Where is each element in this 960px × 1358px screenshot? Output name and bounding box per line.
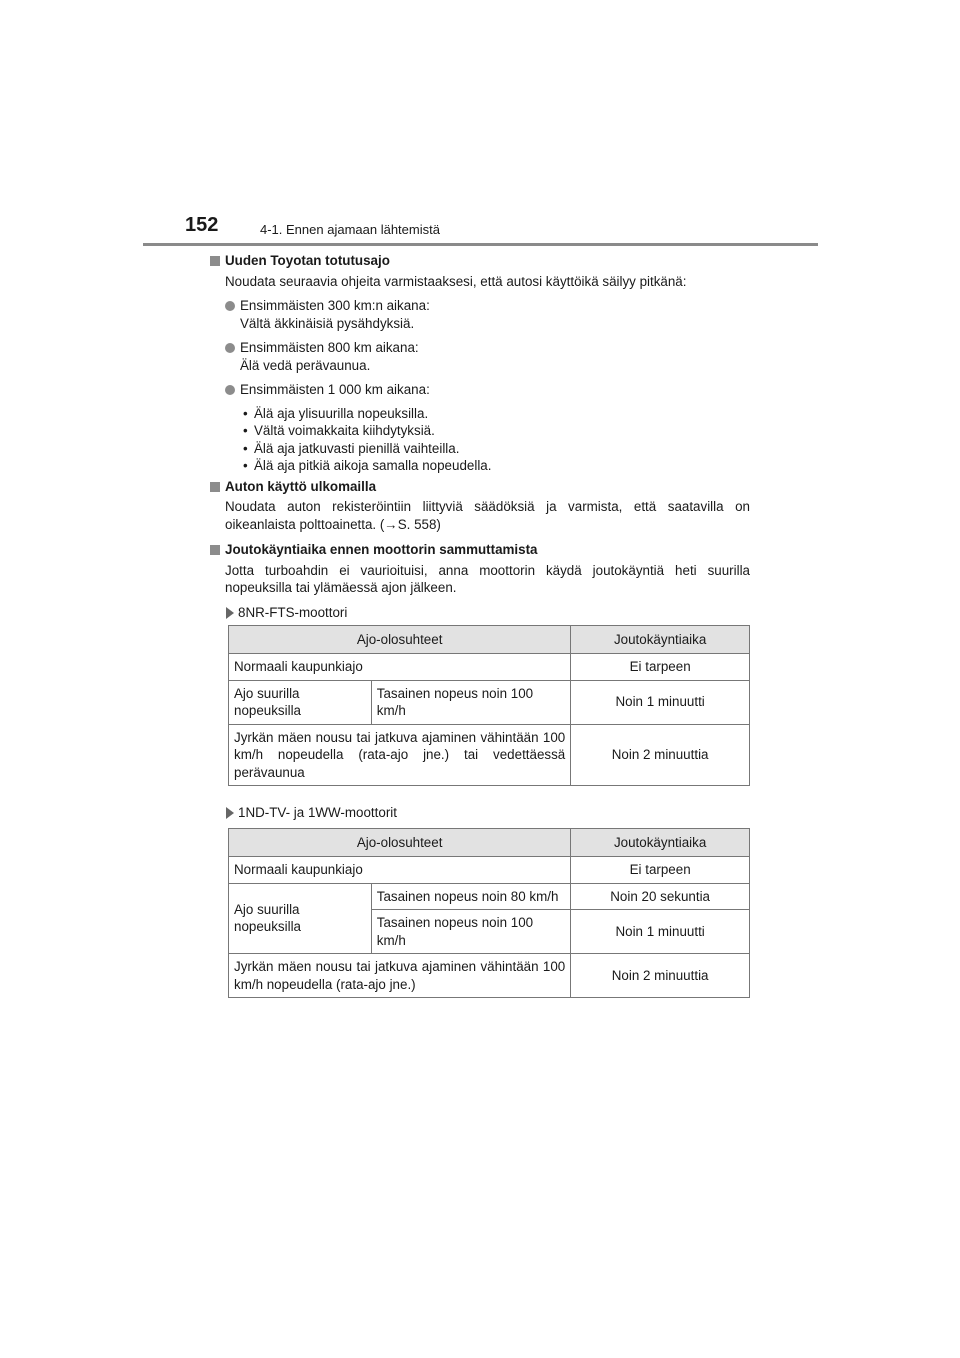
break-in-intro: Noudata seuraavia ohjeita varmistaaksesi, että autosi käyttöikä säilyy pitkänä: [225,273,687,289]
list-item: • Vältä voimakkaita kiihdytyksiä. [243,423,435,438]
page-header [185,214,825,244]
list-item: • Älä aja ylisuurilla nopeuksilla. [243,405,429,421]
idling-text: Jotta turboahdin ei vaurioituisi, anna moottorin käydä joutokäyntiä heti suurilla nopeuksilla tai ylämäessä ajon jälkeen. [225,562,750,595]
idle-table-1nd [228,828,750,998]
triangle-marker-icon [226,807,234,819]
circle-bullet-icon [225,343,235,353]
table-header: Joutokäyntiaika [571,829,750,857]
header-rule [143,243,818,246]
list-item: • Älä aja pitkiä aikoja samalla nopeudella. [243,458,492,473]
circle-bullet-icon [225,385,235,395]
table-header: Joutokäyntiaika [571,626,750,654]
square-bullet-icon [210,256,220,266]
section-title-abroad: Auton käyttö ulkomailla [210,478,750,496]
page-number: 152 [185,214,219,236]
abroad-text: Noudata auton rekisteröintiin liittyviä säädöksiä ja varmista, että saatavilla on oikeanlaista polttoainetta. (→S. 558) [225,499,750,532]
table-row: Jyrkän mäen nousu tai jatkuva ajaminen vähintään 100 km/h nopeudella (rata-ajo jne.) tai vedettäessä perävaunua Noin 2 minuuttia [229,724,750,786]
break-in-item: Ensimmäisten 1 000 km aikana: [210,381,750,399]
idle-table-8nr [228,625,750,786]
square-bullet-icon [210,545,220,555]
circle-bullet-icon [225,301,235,311]
chapter-title: 4-1. Ennen ajamaan lähtemistä [260,222,440,237]
table-row: Ajo suurilla nopeuksilla Tasainen nopeus noin 100 km/h Noin 1 minuutti [229,680,750,724]
page-content [210,252,750,621]
table-row: Normaali kaupunkiajo Ei tarpeen [229,654,750,681]
square-bullet-icon [210,482,220,492]
table-header: Ajo-olosuhteet [229,626,571,654]
table-row: Normaali kaupunkiajo Ei tarpeen [229,857,750,884]
table-row: Ajo suurilla nopeuksilla Tasainen nopeus noin 80 km/h Noin 20 sekuntia [229,883,750,910]
table-row: Jyrkän mäen nousu tai jatkuva ajaminen vähintään 100 km/h nopeudella (rata-ajo jne.) Noin 2 minuuttia [229,954,750,998]
break-in-bullets [210,405,750,475]
engine-label-1nd: 1ND-TV- ja 1WW-moottorit [210,804,397,822]
section-title-idling: Joutokäyntiaika ennen moottorin sammuttamista [210,541,750,559]
triangle-marker-icon [226,607,234,619]
engine-label-8nr: 8NR-FTS-moottori [210,604,750,622]
section-title-break-in: Uuden Toyotan totutusajo [210,252,750,270]
table-row: Tasainen nopeus noin 100 km/h Noin 1 minuutti [229,910,750,954]
table-header: Ajo-olosuhteet [229,829,571,857]
break-in-item: Ensimmäisten 300 km:n aikana: Vältä äkkinäisiä pysähdyksiä. [210,297,750,332]
list-item: • Älä aja jatkuvasti pienillä vaihteilla. [243,440,460,456]
break-in-item: Ensimmäisten 800 km aikana: Älä vedä perävaunua. [210,339,750,374]
